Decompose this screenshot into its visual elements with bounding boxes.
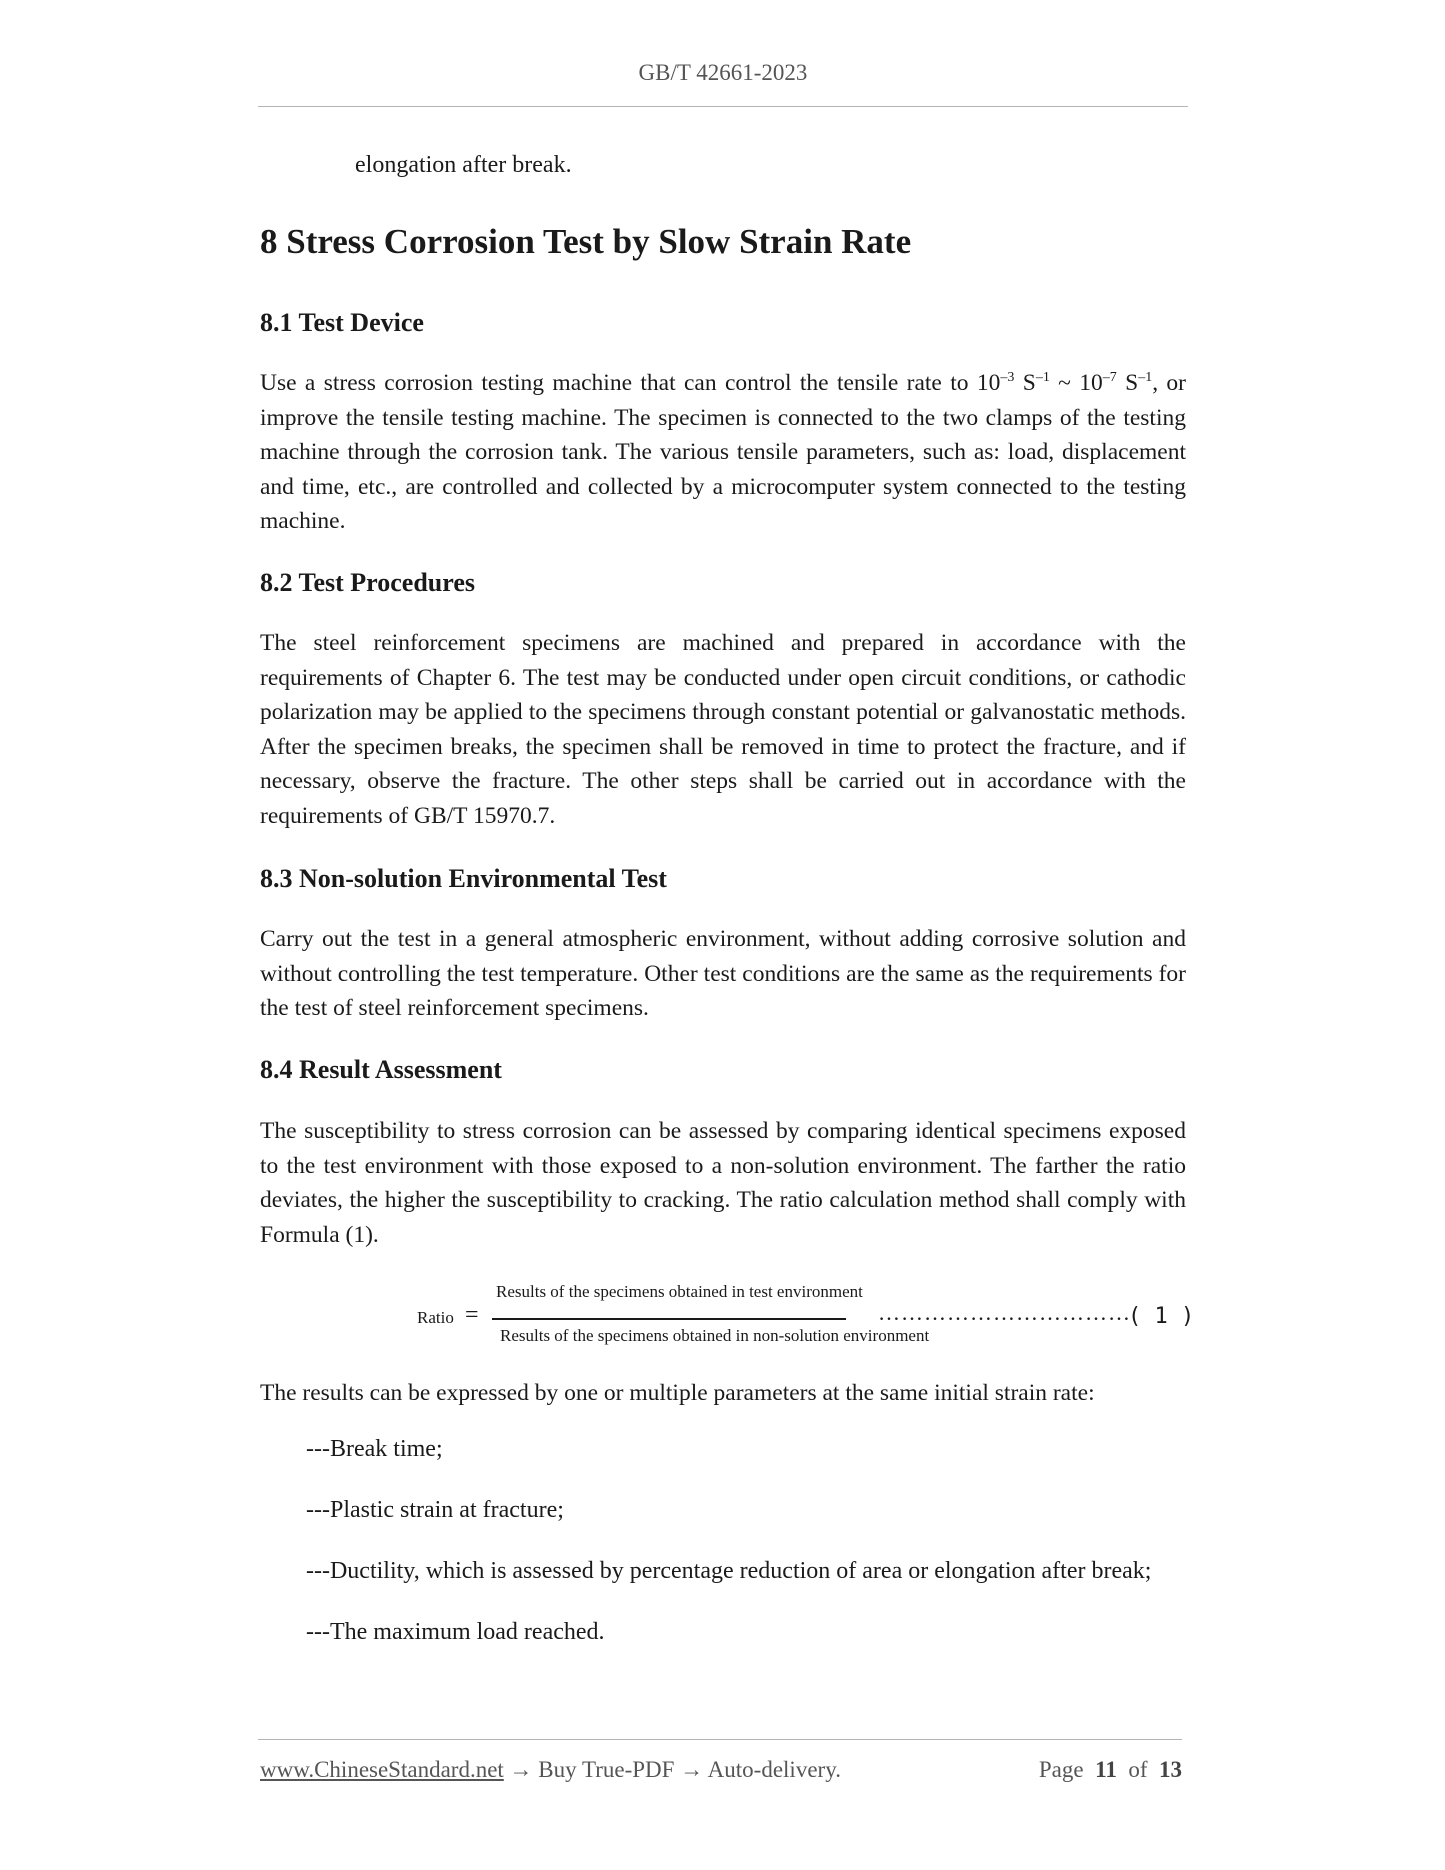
text-8-1-c: ~ 10 [1049, 370, 1103, 396]
text-8-1-e: , or improve the tensile testing machine. The specimen is connected to the two clamps of the testing machine through the corrosion tank. The various tensile parameters, such as: load, displacement and time, etc., are controlled and collected by a microcomputer system connected to the testing machine. [260, 370, 1186, 534]
paragraph-8-1 [260, 366, 1186, 539]
current-page-number: 11 [1095, 1757, 1117, 1782]
header-divider [258, 106, 1188, 107]
total-pages: 13 [1159, 1757, 1182, 1782]
exponent-3: –7 [1102, 370, 1117, 385]
formula-denominator: Results of the specimens obtained in non-solution environment [500, 1326, 930, 1345]
page-word: Page [1038, 1757, 1084, 1782]
of-word: of [1128, 1757, 1148, 1782]
heading-8-4: 8.4 Result Assessment [260, 1055, 502, 1084]
list-item: ---Plastic strain at fracture; [306, 1497, 564, 1523]
heading-8-3: 8.3 Non-solution Environmental Test [260, 864, 667, 893]
exponent-4: –1 [1138, 370, 1153, 385]
exponent-2: –1 [1035, 370, 1050, 385]
text-8-1-d: S [1116, 370, 1139, 396]
heading-8-2: 8.2 Test Procedures [260, 568, 475, 597]
section-title: 8 Stress Corrosion Test by Slow Strain Rate [260, 222, 912, 261]
list-item: ---The maximum load reached. [306, 1619, 605, 1645]
arrow-icon: → [674, 1757, 708, 1782]
continuation-text: elongation after break. [355, 152, 572, 178]
formula-fraction-bar [492, 1318, 846, 1320]
paragraph-8-4: The susceptibility to stress corrosion can be assessed by comparing identical specimens exposed to the test environment with those exposed to a non-solution environment. The farther the ratio deviates, the higher the susceptibility to cracking. The ratio calculation method shall comply with Formula (1). [260, 1118, 1186, 1248]
footer-site-link[interactable]: www.ChineseStandard.net [260, 1757, 504, 1782]
formula-equals: = [465, 1302, 479, 1328]
formula-number: ( 1 ) [1128, 1304, 1195, 1329]
formula-1 [400, 1280, 1200, 1350]
heading-8-1: 8.1 Test Device [260, 308, 424, 337]
formula-lhs: Ratio [417, 1308, 454, 1327]
footer-divider [258, 1739, 1182, 1740]
page-header-doc-code: GB/T 42661-2023 [638, 60, 808, 85]
paragraph-8-2: The steel reinforcement specimens are machined and prepared in accordance with the requirements of Chapter 6. The test may be conducted under open circuit conditions, or cathodic polarization may be applied to the specimens through constant potential or galvanostatic methods. After the specimen breaks, the specimen shall be removed in time to protect the fracture, and if necessary, observe the fracture. The other steps shall be carried out in accordance with the requirements of GB/T 15970.7. [260, 630, 1186, 829]
results-intro: The results can be expressed by one or multiple parameters at the same initial strain rate: [260, 1380, 1095, 1406]
text-8-1-a: Use a stress corrosion testing machine that can control the tensile rate to 10 [260, 370, 1001, 396]
page-footer [260, 1757, 1182, 1783]
list-item: ---Ductility, which is assessed by percentage reduction of area or elongation after break; [306, 1558, 1152, 1584]
formula-numerator: Results of the specimens obtained in test environment [496, 1282, 863, 1301]
page-indicator [1039, 1757, 1182, 1783]
footer-delivery-text: Auto-delivery. [707, 1757, 841, 1782]
list-item: ---Break time; [306, 1436, 443, 1462]
footer-buy-text: Buy True-PDF [538, 1757, 675, 1782]
formula-leader-dots: …………………………… [878, 1300, 1131, 1325]
exponent-1: –3 [1000, 370, 1015, 385]
paragraph-8-3: Carry out the test in a general atmospheric environment, without adding corrosive solution and without controlling the test temperature. Other test conditions are the same as the requirements for the test of steel reinforcement specimens. [260, 926, 1186, 1021]
arrow-icon: → [503, 1757, 539, 1782]
text-8-1-b: S [1014, 370, 1036, 396]
